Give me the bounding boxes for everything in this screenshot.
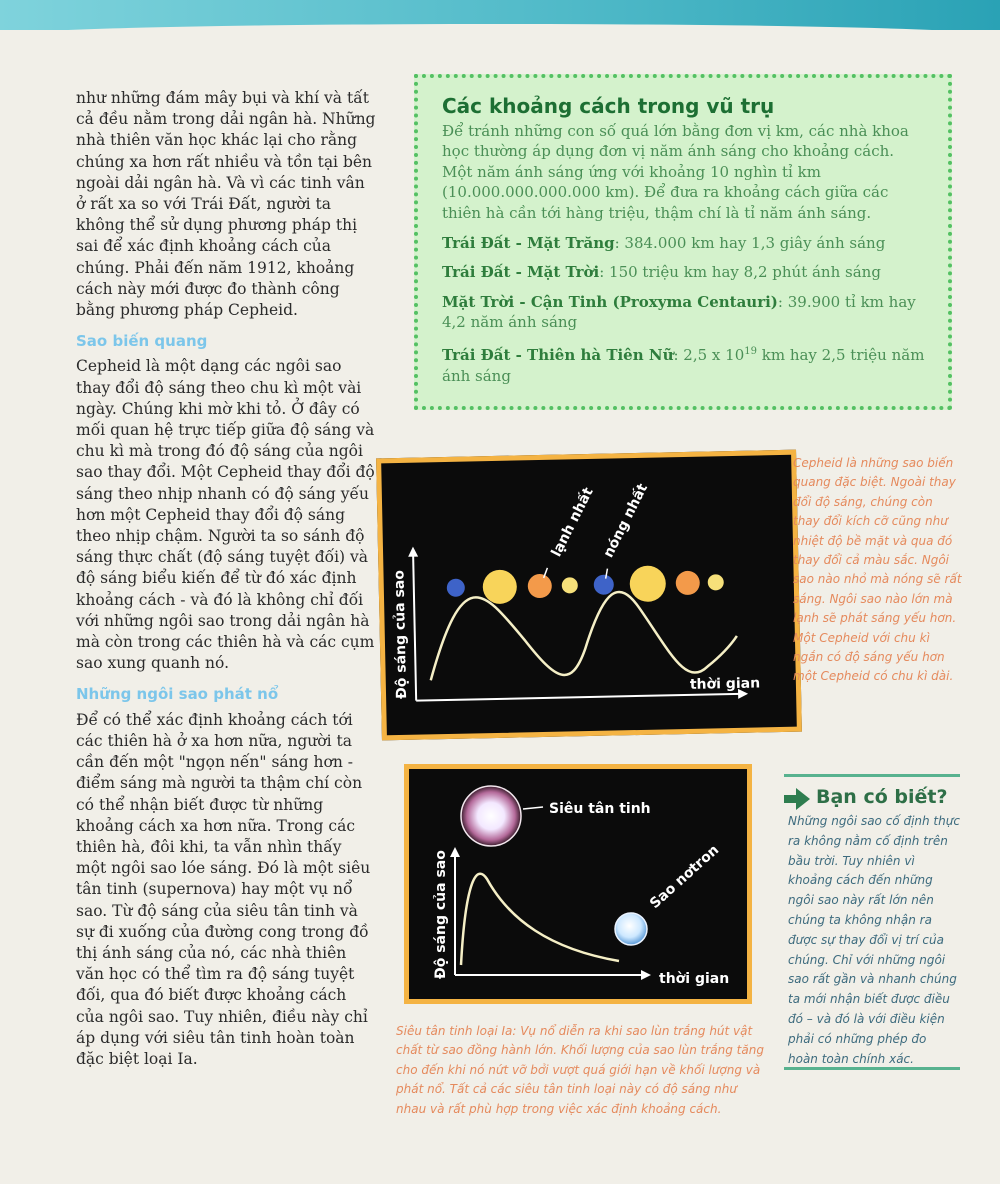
- x-axis-arrow: [641, 970, 651, 980]
- supernova-pointer: [523, 807, 543, 809]
- cepheid-chart: [376, 450, 802, 741]
- cepheid-chart-svg: [381, 455, 797, 736]
- star-row: [446, 564, 724, 606]
- hottest-label: nóng nhất: [600, 481, 652, 561]
- did-you-know-title: Bạn có biết?: [816, 786, 948, 808]
- y-axis-arrow: [408, 547, 418, 557]
- star-icon: [528, 574, 552, 598]
- distances-infobox: [414, 74, 952, 410]
- x-axis: [416, 694, 746, 701]
- y-axis: [413, 549, 416, 701]
- distance-value-rest: km hay 2,5 triệu năm ánh sáng: [442, 345, 925, 385]
- heading-exploding-stars: Những ngôi sao phát nổ: [76, 685, 279, 704]
- star-icon: [676, 571, 700, 595]
- top-decorative-band: [0, 0, 1000, 30]
- left-column: [76, 88, 376, 1070]
- star-icon: [447, 579, 465, 597]
- distance-label: Trái Đất - Mặt Trời: [442, 263, 600, 282]
- cepheid-caption: Cepheid là những sao biến quang đặc biệt. Ngoài thay đổi độ sáng, chúng còn thay đổi kích cỡ cũng như nhiệt độ bề mặt và qua đó thay đổi cả màu sắc. Ngôi sao nào nhỏ mà nóng sẽ rất sáng. Ngôi sao nào lớn mà lạnh sẽ phát sáng yếu hơn. Một Cepheid với chu kì ngắn có độ sáng yếu hơn một Cepheid có chu kì dài.: [793, 456, 962, 684]
- y-axis-label: Độ sáng của sao: [391, 569, 411, 700]
- infobox-title: Các khoảng cách trong vũ trụ: [442, 94, 775, 118]
- supernova-chart: [404, 764, 752, 1004]
- distance-label: Trái Đất - Mặt Trăng: [442, 233, 615, 252]
- supernova-label: Siêu tân tinh: [549, 801, 651, 817]
- distance-value: : 150 triệu km hay 8,2 phút ánh sáng: [599, 263, 881, 282]
- supernova-chart-svg: [409, 769, 747, 999]
- distance-label: Mặt Trời - Cận Tinh (Proxyma Centauri): [442, 292, 778, 311]
- supernova-icon: [461, 786, 521, 846]
- distance-item: [442, 342, 926, 386]
- y-axis-arrow: [450, 847, 460, 857]
- cepheid-light-curve: [429, 590, 738, 681]
- neutron-star-icon: [615, 913, 647, 945]
- variable-stars-paragraph: Cepheid là một dạng các ngôi sao thay đổi độ sáng theo chu kì một vài ngày. Chúng khi mờ khi tỏ. Ở đây có mối quan hệ trực tiếp giữa độ sáng và chu kì mà trong đó độ sáng của ngôi sao thay đổi. Một Cepheid thay đổi độ sáng theo nhịp nhanh có độ sáng yếu hơn một Cepheid thay đổi độ sáng theo nhịp chậm. Người ta so sánh độ sáng thực chất (độ sáng tuyệt đối) và độ sáng biểu kiến để từ đó xác định khoảng cách - và đó là không chỉ đối với những ngôi sao trong dải ngân hà mà còn trong các thiên hà và các cụm sao xung quanh nó.: [76, 357, 375, 673]
- bottom-rule: [784, 1067, 960, 1070]
- distance-exponent: 19: [744, 345, 757, 357]
- x-axis-label: thời gian: [689, 675, 761, 693]
- supernova-caption: Siêu tân tinh loại Ia: Vụ nổ diễn ra khi sao lùn trắng hút vật chất từ sao đồng hành lớn. Khối lượng của sao lùn trắng tăng cho đến khi nó nứt vỡ bởi vượt quá giới hạn về khối lượng và phát nổ. Tất cả các siêu tân tinh loại này có độ sáng như nhau và rất phù hợp trong việc xác định khoảng cách.: [396, 1024, 764, 1116]
- top-rule: [784, 774, 960, 777]
- neutron-star-label: Sao nơtron: [646, 842, 723, 912]
- distance-label: Trái Đất - Thiên hà Tiên Nữ: [442, 345, 674, 364]
- star-icon: [708, 574, 724, 590]
- distance-item: [442, 292, 926, 333]
- distance-value: : 39.900 tỉ km hay 4,2 năm ánh sáng: [442, 292, 916, 332]
- star-icon: [482, 570, 517, 605]
- intro-paragraph: như những đám mây bụi và khí và tất cả đều nằm trong dải ngân hà. Những nhà thiên văn học khác lại cho rằng chúng xa hơn rất nhiều và tồn tại bên ngoài dải ngân hà. Và vì các tinh vân ở rất xa so với Trái Đất, người ta không thể sử dụng phương pháp thị sai để xác định khoảng cách của chúng. Phải đến năm 1912, khoảng cách này mới được đo thành công bằng phương pháp Cepheid.: [76, 89, 376, 320]
- star-icon: [594, 574, 614, 594]
- infobox-intro: Để tránh những con số quá lớn bằng đơn vị km, các nhà khoa học thường áp dụng đơn vị năm ánh sáng cho khoảng cách. Một năm ánh sáng ứng với khoảng 10 nghìn tỉ km (10.000.000.000.000 km). Để đưa ra khoảng cách giữa các thiên hà cần tới hàng triệu, thậm chí là tỉ năm ánh sáng.: [442, 121, 909, 222]
- did-you-know-box: [784, 774, 960, 1070]
- supernova-light-curve: [461, 874, 619, 965]
- did-you-know-text: Những ngôi sao cố định thực ra không nằm cố định trên bầu trời. Tuy nhiên vì khoảng cách đến những ngôi sao này rất lớn nên chúng ta không nhận ra được sự thay đổi vị trí của chúng. Chỉ với những ngôi sao rất gần và nhanh chúng ta mới nhận biết được điều đó – và đó là với điều kiện phải có những phép đo hoàn toàn chính xác.: [788, 814, 960, 1066]
- y-axis-label: Độ sáng của sao: [433, 850, 449, 979]
- exploding-stars-paragraph: Để có thể xác định khoảng cách tới các thiên hà ở xa hơn nữa, người ta cần đến một "ngọn nến" sáng hơn - điểm sáng mà người ta thậm chí còn có thể nhận biết được từ những khoảng cách xa hơn nữa. Trong các thiên hà, đôi khi, ta vẫn nhìn thấy một ngôi sao lóe sáng. Đó là một siêu tân tinh (supernova) hay một vụ nổ sao. Từ độ sáng của siêu tân tinh và sự đi xuống của đường cong trong đồ thị ánh sáng của nó, các nhà thiên văn học có thể tìm ra độ sáng tuyệt đối, qua đó biết được khoảng cách của ngôi sao. Tuy nhiên, điều này chỉ áp dụng với siêu tân tinh hoàn toàn đặc biệt loại Ia.: [76, 710, 371, 1068]
- distance-value: : 2,5 x 10: [673, 345, 745, 364]
- heading-variable-stars: Sao biến quang: [76, 332, 208, 351]
- distance-item: [442, 262, 926, 283]
- x-axis-label: thời gian: [659, 971, 730, 987]
- coolest-label: lạnh nhất: [548, 485, 597, 560]
- distance-value: : 384.000 km hay 1,3 giây ánh sáng: [614, 233, 886, 252]
- star-icon: [562, 577, 578, 593]
- distance-item: [442, 233, 926, 254]
- star-icon: [629, 565, 666, 602]
- arrow-right-icon: [784, 788, 810, 810]
